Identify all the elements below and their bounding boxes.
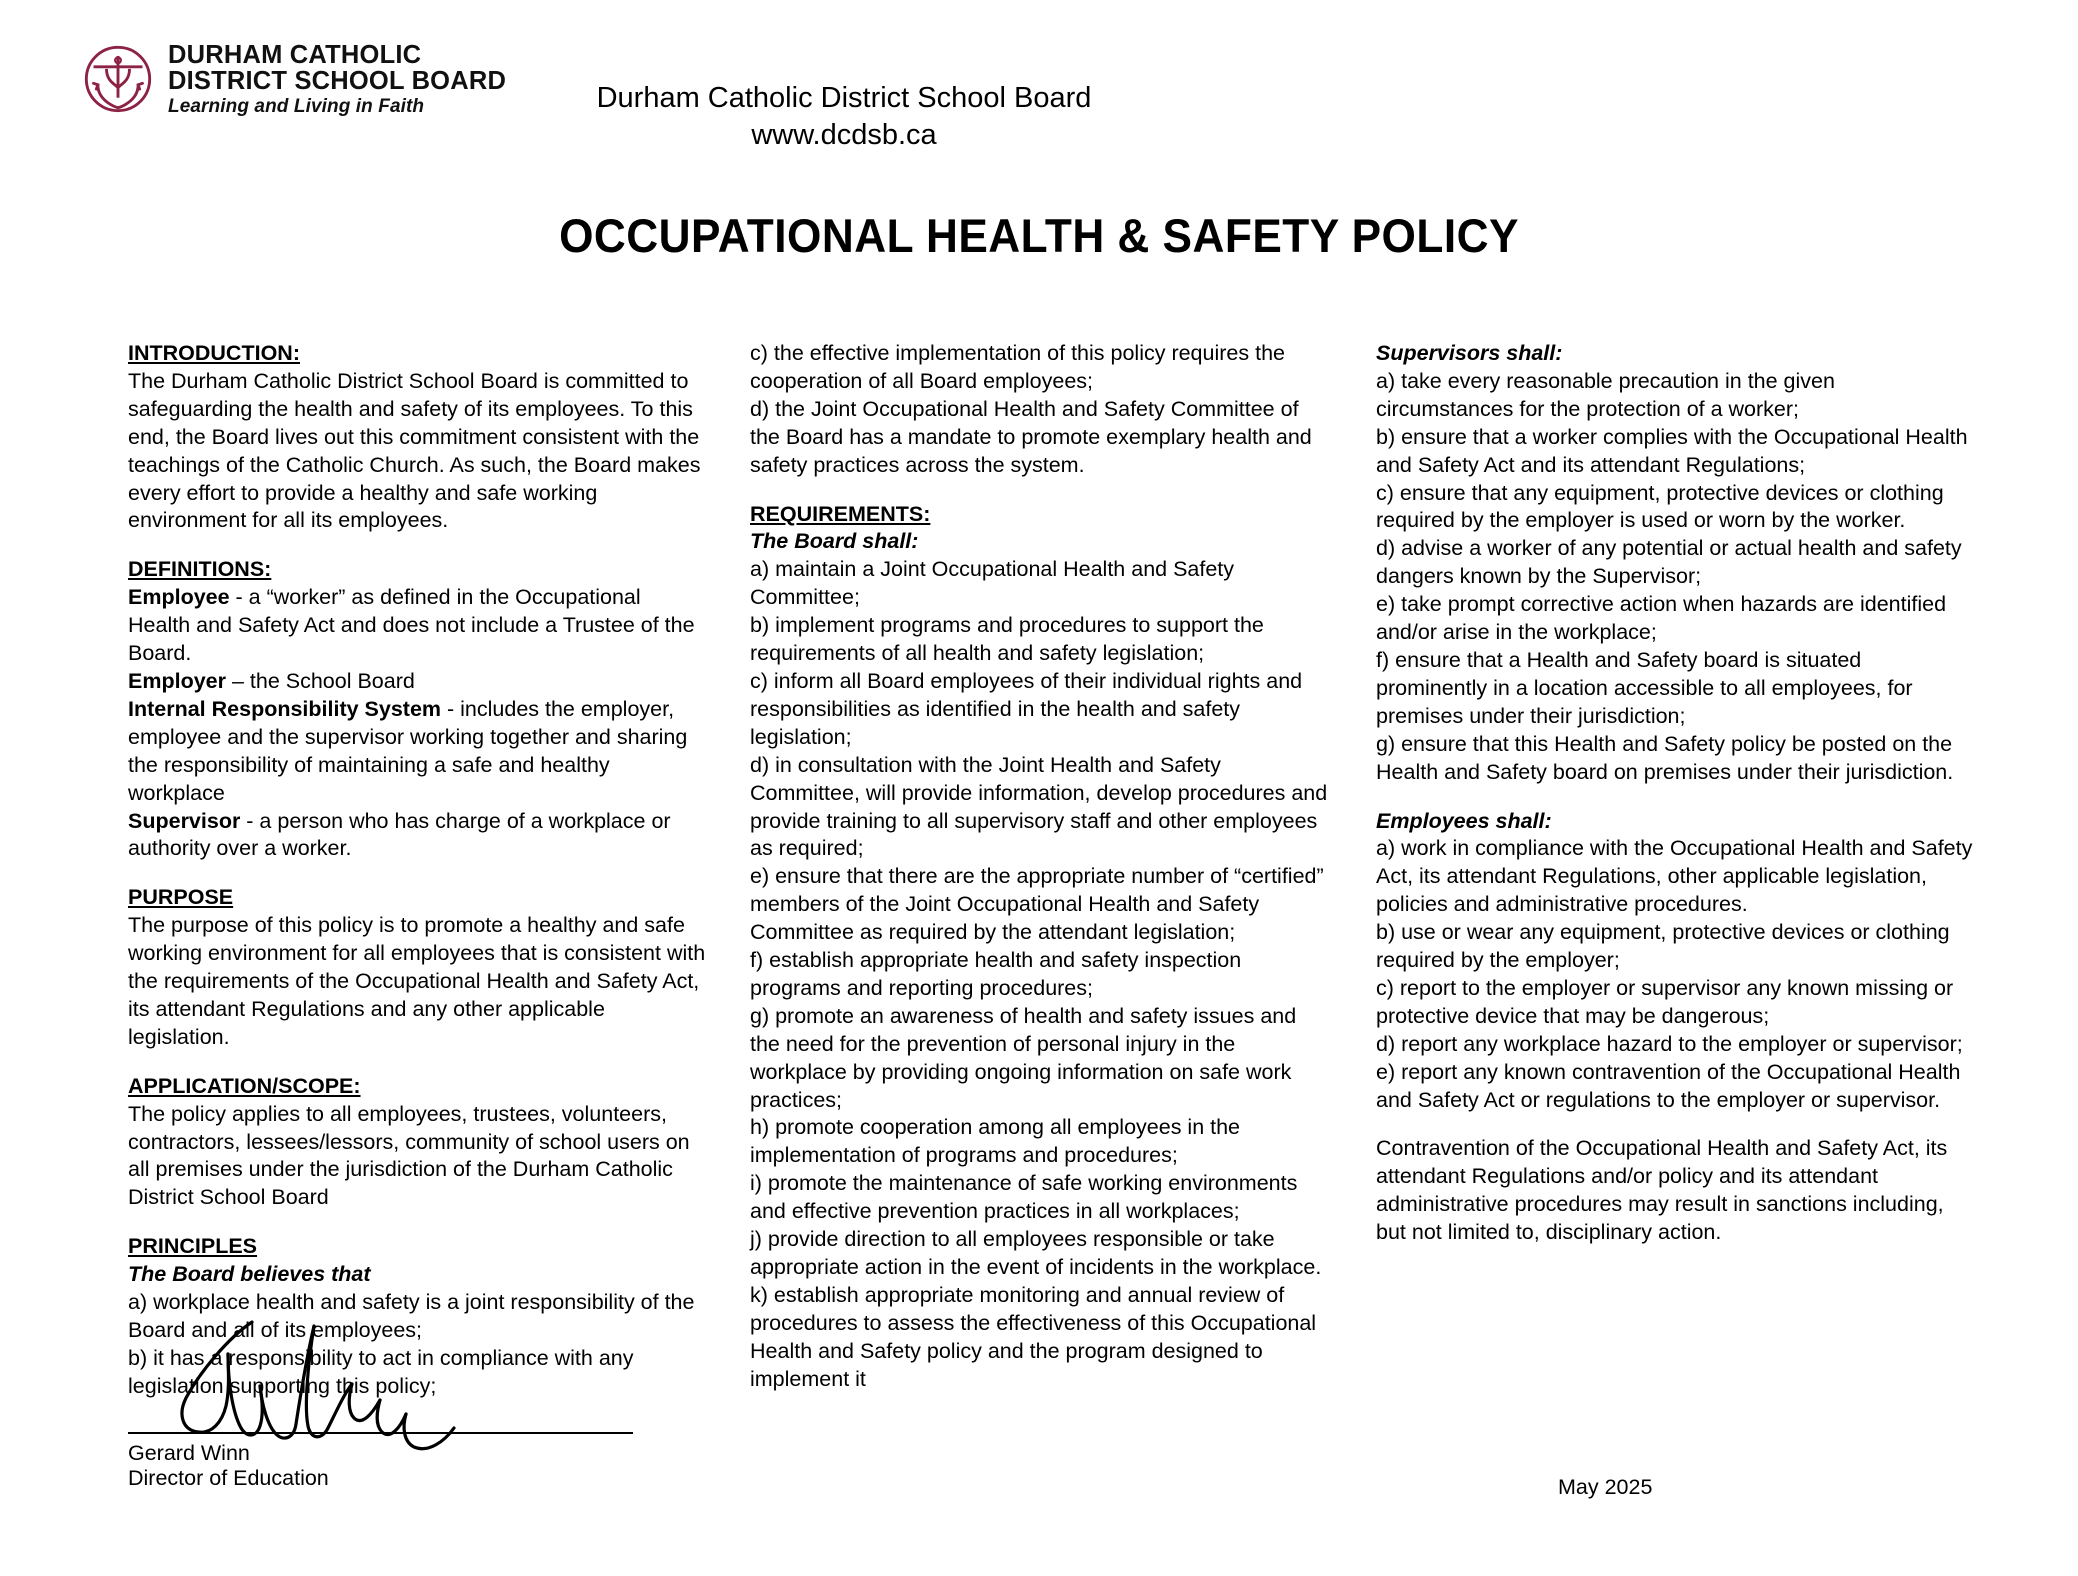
principles-heading: PRINCIPLES [128, 1234, 258, 1259]
column-gutter-two [1332, 340, 1376, 1401]
definition-supervisor [128, 808, 706, 864]
principle-item-c: c) the effective implementation of this policy requires the cooperation of all Board employees; [750, 341, 1285, 393]
employee-item-c: c) report to the employer or supervisor any known missing or protective device that may be dangerous; [1376, 975, 1954, 1028]
column-two [750, 340, 1332, 1401]
requirements-heading: REQUIREMENTS: [750, 501, 931, 526]
board-item-h: h) promote cooperation among all employees in the implementation of programs and procedures; [750, 1115, 1241, 1168]
employee-item-b: b) use or wear any equipment, protective devices or clothing required by the employer; [1376, 920, 1950, 973]
supervisor-item-f: f) ensure that a Health and Safety board is situated prominently in a location accessible to all employees, for premises under their jurisdiction; [1376, 647, 1913, 728]
logo-tagline: Learning and Living in Faith [168, 95, 425, 117]
board-item-j: j) provide direction to all employees responsible or take appropriate action in the event of incidents in the workplace. [750, 1227, 1322, 1279]
definition-irs-term: Internal Responsibility System [128, 696, 442, 721]
board-item-i: i) promote the maintenance of safe working environments and effective prevention practices in all workplaces; [750, 1171, 1298, 1224]
board-item-g: g) promote an awareness of health and safety issues and the need for the prevention of personal injury in the workplace by providing ongoing information on safe work practices; [750, 1003, 1297, 1112]
signatory-name: Gerard Winn [128, 1441, 250, 1465]
definition-employee-body: - a “worker” as defined in the Occupational Health and Safety Act and does not include a Trustee of the Board. [128, 585, 695, 666]
definition-supervisor-term: Supervisor [128, 808, 241, 833]
board-item-a: a) maintain a Joint Occupational Health and Safety Committee; [750, 557, 1235, 610]
column-three [1376, 340, 1976, 1401]
logo-line-2: DISTRICT SCHOOL BOARD [168, 67, 507, 96]
board-item-b: b) implement programs and procedures to support the requirements of all health and safety legislation; [750, 613, 1264, 666]
supervisors-shall-subheading: Supervisors shall: [1376, 341, 1563, 365]
principle-item-b: b) it has a responsibility to act in compliance with any legislation supporting this policy; [128, 1345, 634, 1398]
supervisor-item-d: d) advise a worker of any potential or actual health and safety dangers known by the Supervisor; [1376, 536, 1962, 589]
signature-line [128, 1432, 633, 1434]
signatory-role: Director of Education [128, 1466, 329, 1490]
supervisor-item-a: a) take every reasonable precaution in the given circumstances for the protection of a worker; [1376, 368, 1835, 421]
definition-irs [128, 696, 706, 808]
definition-supervisor-body: - a person who has charge of a workplace or authority over a worker. [128, 808, 671, 861]
board-item-e: e) ensure that there are the appropriate number of “certified” members of the Joint Occupational Health and Safety Committee as required by the attendant legislation; [750, 864, 1324, 945]
board-item-f: f) establish appropriate health and safety inspection programs and reporting procedures; [750, 948, 1242, 1000]
definition-employee [128, 584, 706, 668]
supervisor-item-e: e) take prompt corrective action when hazards are identified and/or arise in the workplace; [1376, 592, 1947, 645]
board-item-c: c) inform all Board employees of their individual rights and responsibilities as identified in the health and safety legislation; [750, 668, 1303, 749]
board-item-d: d) in consultation with the Joint Health and Safety Committee, will provide information, develop procedures and provide training to all supervisory staff and other employees as required; [750, 752, 1328, 861]
column-one [128, 340, 706, 1401]
column-gutter-one [706, 340, 750, 1401]
principles-subheading: The Board believes that [128, 1262, 371, 1287]
definition-employer-term: Employer [128, 668, 226, 693]
principle-item-a: a) workplace health and safety is a joint responsibility of the Board and all of its employees; [128, 1290, 695, 1342]
document-body [0, 340, 2078, 1401]
contravention-paragraph: Contravention of the Occupational Health and Safety Act, its attendant Regulations and/or policy and its attendant administrative procedures may result in sanctions including, but not limited to, disciplinary action. [1376, 1136, 1948, 1245]
definition-employer [128, 668, 706, 696]
page-title: OCCUPATIONAL HEALTH & SAFETY POLICY [559, 209, 1519, 262]
definition-irs-body: - includes the employer, employee and the supervisor working together and sharing the responsibility of maintaining a safe and healthy workplace [128, 696, 688, 805]
application-scope-body: The policy applies to all employees, trustees, volunteers, contractors, lessees/lessors, community of school users on all premises under the jurisdiction of the Durham Catholic District School Board [128, 1101, 690, 1210]
supervisor-item-g: g) ensure that this Health and Safety policy be posted on the Health and Safety board on premises under their jurisdiction. [1376, 731, 1954, 784]
definition-employee-term: Employee [128, 585, 230, 610]
definition-employer-body: – the School Board [225, 668, 415, 693]
application-scope-heading: APPLICATION/SCOPE: [128, 1073, 361, 1098]
employees-shall-subheading: Employees shall: [1376, 808, 1552, 833]
definitions-heading: DEFINITIONS: [128, 557, 272, 582]
board-website: www.dcdsb.ca [751, 119, 937, 152]
board-shall-subheading: The Board shall: [750, 529, 919, 554]
logo-line-1: DURHAM CATHOLIC [168, 41, 422, 69]
supervisor-item-c: c) ensure that any equipment, protective devices or clothing required by the employer is used or worn by the worker. [1376, 480, 1944, 533]
supervisor-item-b: b) ensure that a worker complies with the Occupational Health and Safety Act and its attendant Regulations; [1376, 424, 1968, 477]
employee-item-d: d) report any workplace hazard to the employer or supervisor; [1376, 1031, 1963, 1056]
purpose-heading: PURPOSE [128, 885, 234, 910]
dcdsb-crest-icon [82, 43, 154, 115]
board-logo [82, 42, 506, 116]
introduction-heading: INTRODUCTION: [128, 341, 300, 365]
introduction-body: The Durham Catholic District School Board is committed to safeguarding the health and safety of its employees. To this end, the Board lives out this commitment consistent with the teachings of the Catholic Church. As such, the Board makes every effort to provide a healthy and safe working environment for all its employees. [128, 368, 701, 533]
board-name: Durham Catholic District School Board [596, 82, 1092, 114]
employee-item-e: e) report any known contravention of the Occupational Health and Safety Act or regulations to the employer or supervisor. [1376, 1059, 1961, 1112]
page-header [0, 0, 2078, 152]
employee-item-a: a) work in compliance with the Occupational Health and Safety Act, its attendant Regulations, other applicable legislation, policies and administrative procedures. [1376, 836, 1973, 917]
principle-item-d: d) the Joint Occupational Health and Safety Committee of the Board has a mandate to promote exemplary health and safety practices across the system. [750, 396, 1312, 477]
purpose-body: The purpose of this policy is to promote a healthy and safe working environment for all employees that is consistent with the requirements of the Occupational Health and Safety Act, its attendant Regulations and any other applicable legislation. [128, 913, 706, 1049]
board-item-k: k) establish appropriate monitoring and annual review of procedures to assess the effectiveness of this Occupational Health and Safety policy and the program designed to implement it [750, 1282, 1317, 1391]
document-date: May 2025 [1558, 1475, 1653, 1499]
